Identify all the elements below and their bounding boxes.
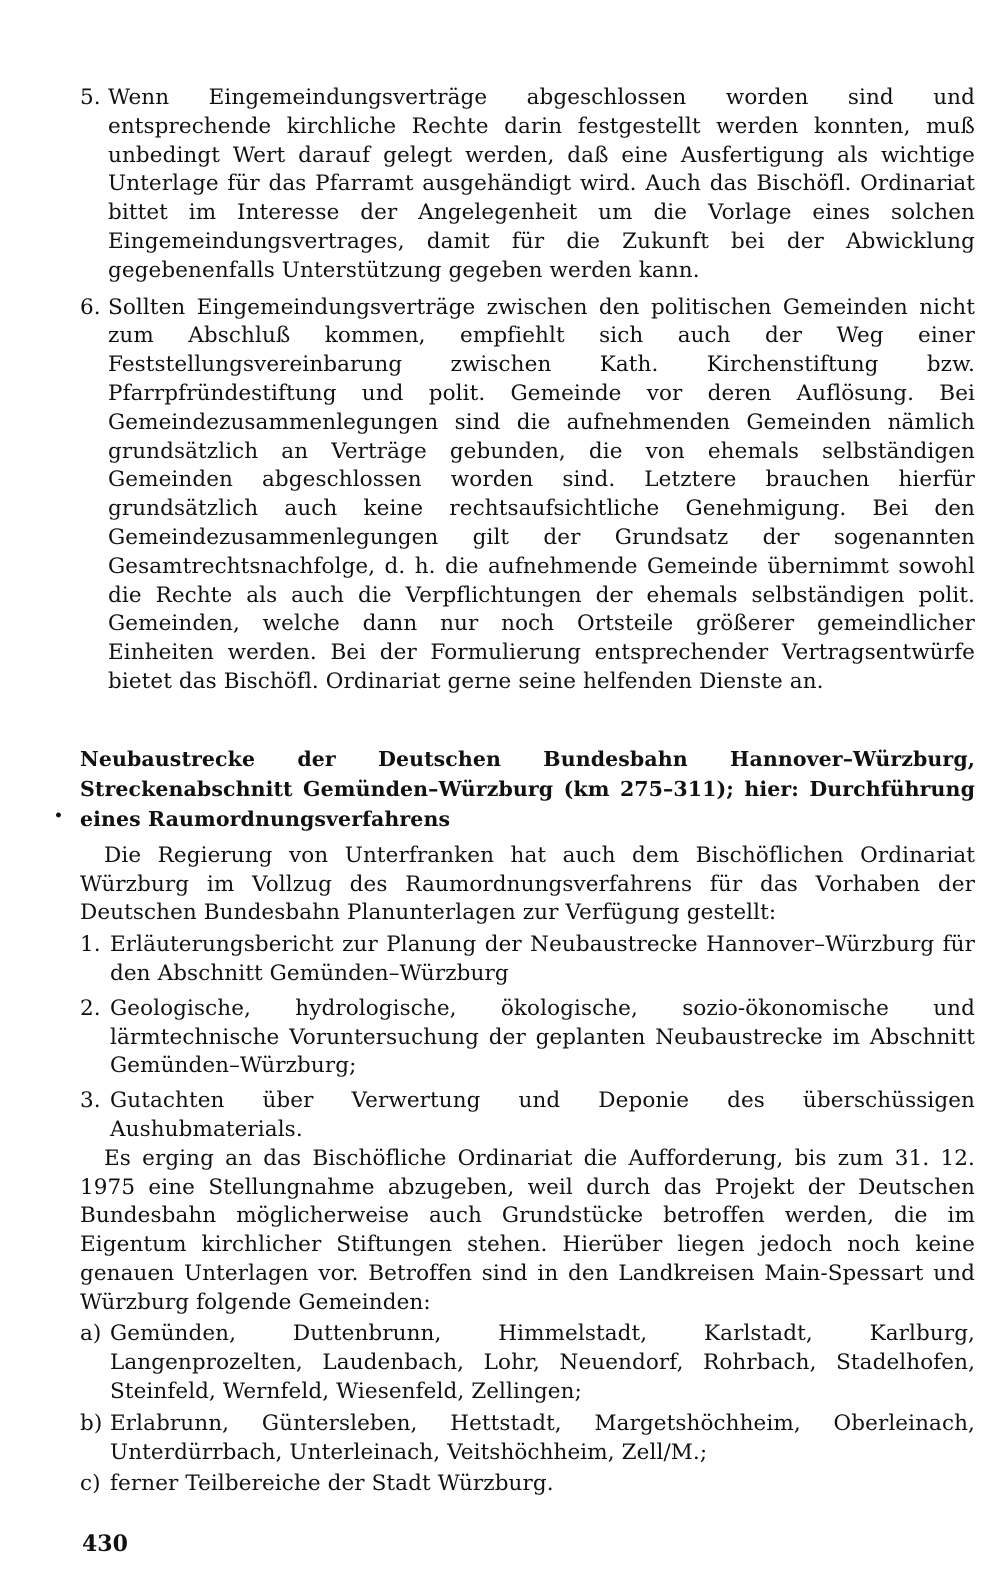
numbered-item-3 [80, 1087, 975, 1145]
lettered-item-b [80, 1410, 975, 1468]
page-number: 430 [82, 1531, 128, 1557]
item-number: 1. [80, 932, 101, 958]
item-number: 5. [80, 85, 101, 110]
numbered-item-2 [80, 995, 975, 1081]
numbered-item-1 [80, 931, 975, 989]
item-text: Erlabrunn, Güntersleben, Hettstadt, Margetshöchheim, Oberleinach, Unterdürrbach, Unterleinach, Veitshöchheim, Zell/M.; [110, 1410, 975, 1465]
item-number: 6. [80, 294, 101, 320]
item-text: Geologische, hydrologische, ökologische, sozio-ökonomische und lärmtechnische Voruntersuchung der geplanten Neubaustrecke im Abschnitt Gemünden–Würzburg; [110, 995, 975, 1079]
intro-paragraph: Die Regierung von Unterfranken hat auch dem Bischöflichen Ordinariat Würzburg im Vollzug des Raumordnungsverfahrens für das Vorhaben der Deutschen Bundesbahn Planunterlagen zur Verfügung gestellt: [80, 842, 975, 926]
item-number: 3. [80, 1088, 101, 1114]
section-heading: Neubaustrecke der Deutschen Bundesbahn Hannover–Würzburg, Streckenabschnitt Gemünden–Würzburg (km 275–311); hier: Durchführung eines Raumordnungsverfahrens [80, 746, 975, 831]
list-item-6 [80, 294, 975, 697]
lettered-item-c [80, 1470, 975, 1499]
item-letter: c) [80, 1471, 101, 1497]
item-text: Erläuterungsbericht zur Planung der Neubaustrecke Hannover–Würzburg für den Abschnitt Gemünden–Würzburg [110, 932, 975, 986]
list-item-5 [80, 84, 975, 286]
item-letter: b) [80, 1410, 103, 1436]
item-text: ferner Teilbereiche der Stadt Würzburg. [110, 1471, 554, 1497]
item-letter: a) [80, 1321, 102, 1347]
document-page [80, 84, 975, 1499]
item-text: Gutachten über Verwertung und Deponie des überschüssigen Aushubmaterials. [110, 1088, 975, 1142]
body-paragraph: Es erging an das Bischöfliche Ordinariat die Aufforderung, bis zum 31. 12. 1975 eine Stellungnahme abzugeben, weil durch das Projekt der Deutschen Bundesbahn möglicherweise auch Grundstücke betroffen werden, die im Eigentum kirchlicher Stiftungen stehen. Hierüber liegen jedoch noch keine genauen Unterlagen vor. Betroffen sind in den Landkreisen Main-Spessart und Würzburg folgende Gemeinden: [80, 1145, 975, 1315]
lettered-item-a [80, 1320, 975, 1406]
margin-bullet: • [54, 808, 63, 824]
item-number: 2. [80, 995, 101, 1021]
item-text: Wenn Eingemeindungsverträge abgeschlossen worden sind und entsprechende kirchliche Rechte darin festgestellt werden konnten, muß unbedingt Wert darauf gelegt werden, daß eine Ausfertigung als wichtige Unterlage für das Pfarramt ausgehändigt wird. Auch das Bischöfl. Ordinariat bittet im Interesse der Angelegenheit um die Vorlage eines solchen Eingemeindungsvertrages, damit für die Zukunft bei der Abwicklung gegebenenfalls Unterstützung gegeben werden kann. [108, 85, 975, 283]
item-text: Gemünden, Duttenbrunn, Himmelstadt, Karlstadt, Karlburg, Langenprozelten, Laudenbach, Lohr, Neuendorf, Rohrbach, Stadelhofen, Steinfeld, Wernfeld, Wiesenfeld, Zellingen; [110, 1321, 975, 1405]
item-text: Sollten Eingemeindungsverträge zwischen den politischen Gemeinden nicht zum Abschluß kommen, empfiehlt sich auch der Weg einer Feststellungsvereinbarung zwischen Kath. Kirchenstiftung bzw. Pfarrpfründestiftung und polit. Gemeinde vor deren Auflösung. Bei Gemeindezusammenlegungen sind die aufnehmenden Gemeinden nämlich grundsätzlich an Verträge gebunden, die von ehemals selbständigen Gemeinden abgeschlossen worden sind. Letztere brauchen hierfür grundsätzlich auch keine rechtsaufsichtliche Genehmigung. Bei den Gemeindezusammenlegungen gilt der Grundsatz der sogenannten Gesamtrechtsnachfolge, d. h. die aufnehmende Gemeinde übernimmt sowohl die Rechte als auch die Verpflichtungen der ehemals selbständigen polit. Gemeinden, welche dann nur noch Ortsteile größerer gemeindlicher Einheiten werden. Bei der Formulierung entsprechender Vertragsentwürfe bietet das Bischöfl. Ordinariat gerne seine helfenden Dienste an. [108, 294, 975, 694]
